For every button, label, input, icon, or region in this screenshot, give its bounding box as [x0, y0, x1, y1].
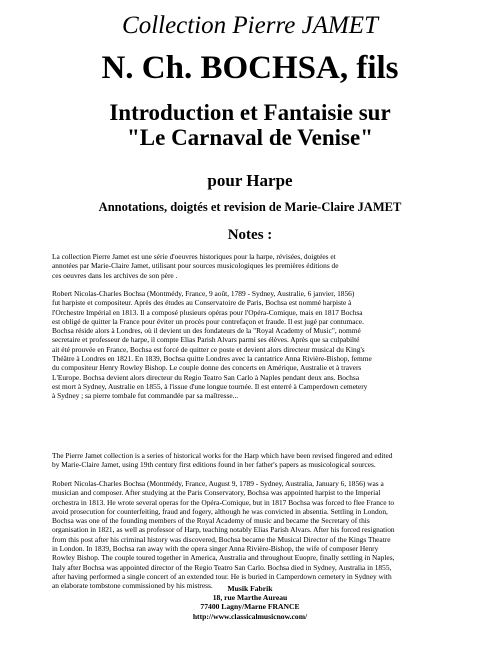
collection-title: Collection Pierre JAMET: [122, 12, 378, 39]
work-title-line1: Introduction et Fantaisie sur: [109, 100, 391, 125]
composer-name: N. Ch. BOCHSA, fils: [101, 50, 399, 86]
notes-paragraph-en-intro: The Pierre Jamet collection is a series of historical works for the Harp which have been revised fingered and edited by Marie-Claire Jamet, using 19th century first editions found in her father's papers as musicological sources.: [52, 451, 393, 470]
notes-heading: Notes :: [227, 227, 273, 243]
work-title: [0, 100, 500, 150]
notes-paragraph-en-biography: Robert Nicolas-Charles Bochsa (Montmédy, France, August 9, 1789 - Sydney, Australia, January 6, 1856) was a musician and composer. After studying at the Paris Conservatory, Bochsa was appointed harpist to the Imperial orchestra in 1813. He wrote several operas for the Opéra-Comique, but in 1817 Bochsa was forced to flee France to avoid prosecution for counterfeiting, fraud and fogery, although he was convicted in absentia. Settling in London, Bochsa was one of the founding members of the Royal Academy of music and became the Secretary of this organisation in 1821, as well as professor of Harp, teaching notably Elias Parish Alvars. After his forced resignation from this post after his criminal history was discovered, Bochsa became the Musical Director of the Kings Theatre in London. In 1839, Bochsa ran away with the opera singer Anna Rivière-Bishop, the wife of composer Henry Rowley Bishop. The couple toured together in America, Australia and throughout Euopre, finally settling in Naples, Italy after Bochsa was appointed director of the Regio Teatro San Carlo. Bochsa died in Sydney, Australia in 1855, after having performed a single concert of an extended tour. He is buried in Camperdown cemetery in Sydney with an elaborate tombstone commissioned by his mistress.: [52, 479, 395, 591]
annotations-credit: Annotations, doigtés et revision de Marie-Claire JAMET: [98, 200, 402, 214]
instrument-line: pour Harpe: [207, 171, 293, 190]
notes-paragraph-fr-intro: La collection Pierre Jamet est une série d'oeuvres historiques pour la harpe, révisées, doigtées et annotées par Marie-Claire Jamet, utilisant pour sources musicologiques les premières éditions de ces oeuvres dans les archives de son père .: [52, 252, 339, 280]
notes-paragraph-fr-biography: Robert Nicolas-Charles Bochsa (Montmédy, France, 9 août, 1789 - Sydney, Australie, 6 janvier, 1856) fut harpiste et compositeur. Après des études au Conservatoire de Paris, Bochsa est nommé harpiste à l'Orchestre Impérial en 1813. Il a composé plusieurs opéras pour l'Opéra-Comique, mais en 1817 Bochsa est obligé de quitter la France pour éviter un procès pour contrefaçon et fraude. Il est jugé par contumace. Bochsa réside alors à Londres, où il devient un des fondateurs de la "Royal Academy of Music", nommé secretaire et professeur de harpe, il compte Elias Parish Alvars parmi ses élèves. Après que sa culpabilté ait été prouvée en France, Bochsa est forcé de quitter ce poste et devient alors directeur musical du King's Théâtre à Londres en 1821. En 1839, Bochsa quitte Londres avec la cantatrice Anna Rivière-Bishop, femme du compositeur Henry Rowley Bishop. Le couple donne des concerts en Amérique, Australie et à travers L'Europe. Bochsa devient alors directeur du Regio Teatro San Carlo à Naples pendant deux ans. Bochsa est mort à Sydney, Australie en 1855, à l'issue d'une longue tournée. Il est enterré à Camperdown cemetery à Sydney ; sa pierre tombale fut commandée par sa maîtresse...: [52, 289, 372, 401]
work-title-line2: "Le Carnaval de Venise": [127, 125, 373, 150]
publisher-block: Musik Fabrik 18, rue Marthe Aureau 77400 Lagny/Marne FRANCE http://www.classicalmusicnow.com/: [192, 584, 308, 621]
